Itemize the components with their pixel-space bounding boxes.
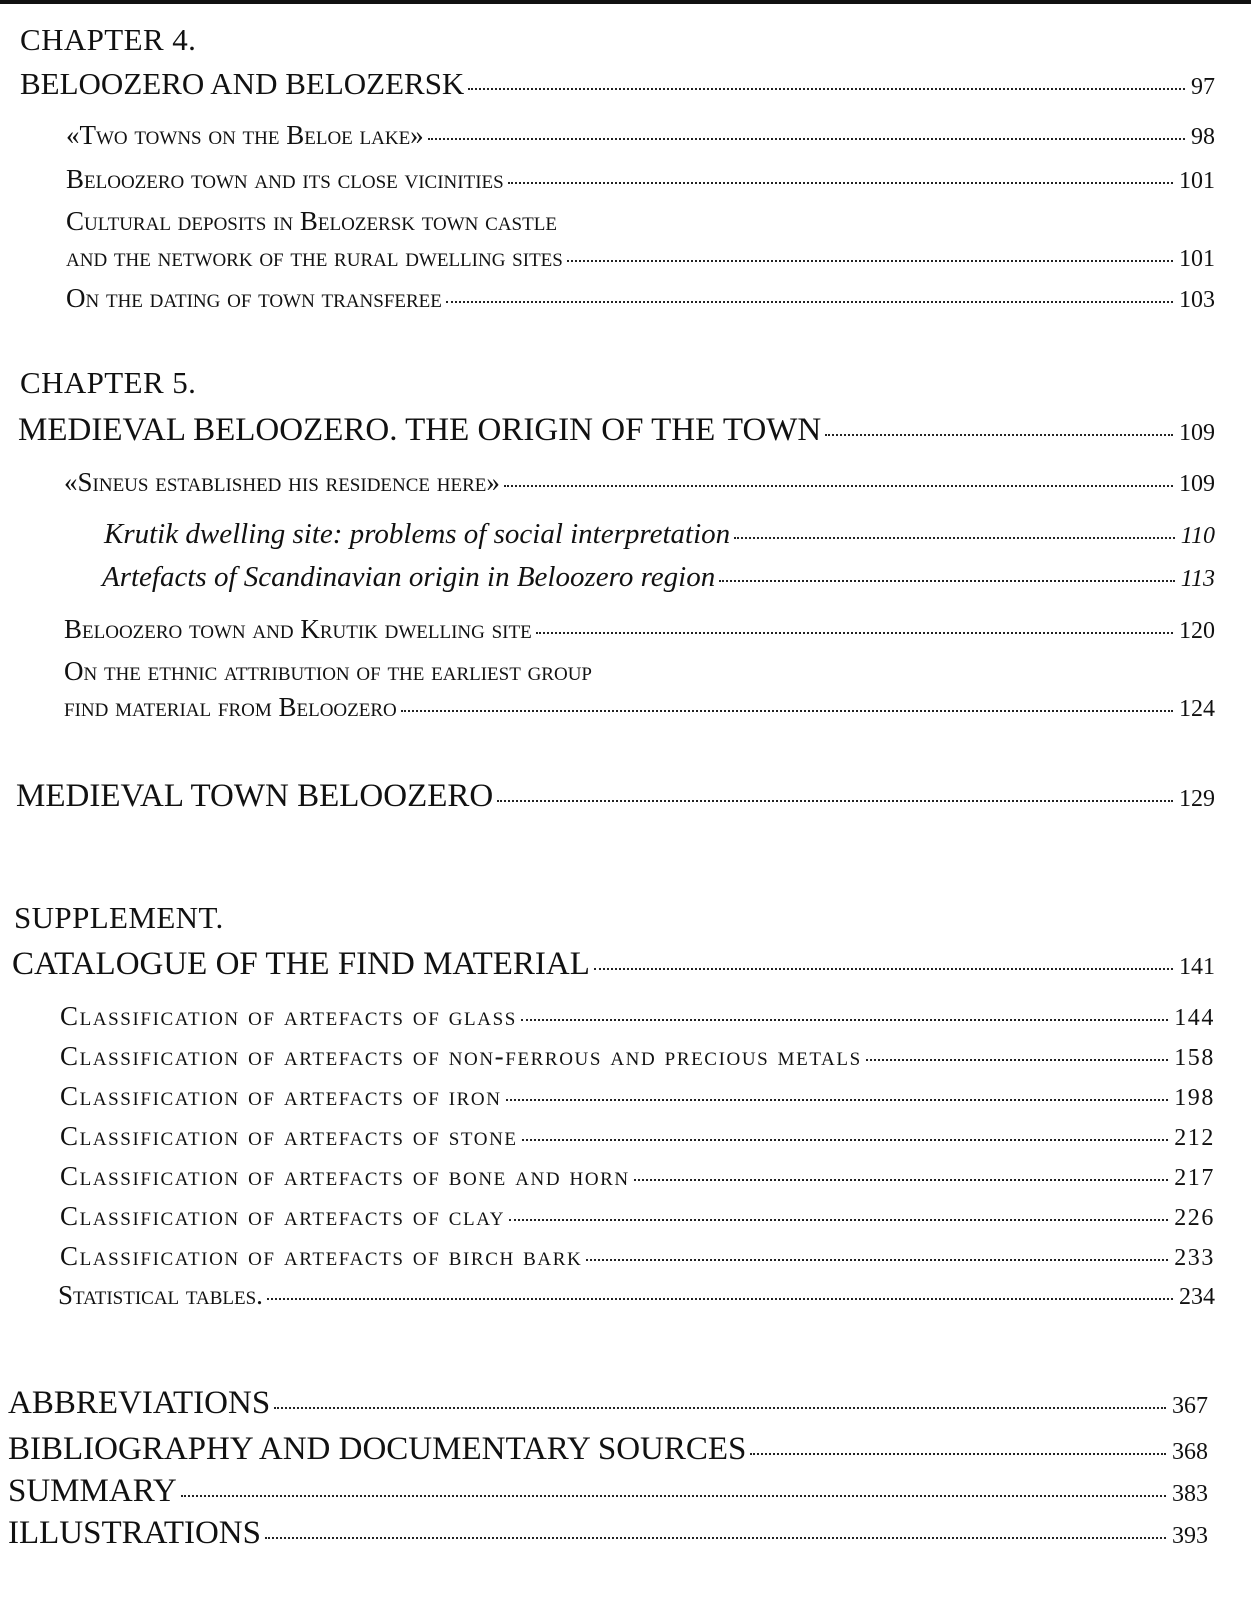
dot-leader xyxy=(504,485,1173,487)
dot-leader xyxy=(586,1259,1168,1261)
chapter4-label: CHAPTER 4. xyxy=(20,22,197,57)
entry-title: Classification of artefacts of glass xyxy=(60,1001,517,1031)
entry-title: On the dating of town transferee xyxy=(66,283,442,313)
toc-entry[interactable] xyxy=(60,1081,1215,1112)
top-rule xyxy=(0,0,1251,4)
dot-leader xyxy=(522,1139,1169,1141)
page-number: 103 xyxy=(1179,287,1215,313)
dot-leader xyxy=(508,182,1173,184)
entry-title: Artefacts of Scandinavian origin in Beloozero region xyxy=(102,561,716,593)
dot-leader xyxy=(594,968,1173,970)
toc-entry[interactable] xyxy=(58,1280,1215,1311)
page-number: 217 xyxy=(1174,1165,1215,1191)
toc-entry[interactable] xyxy=(60,1041,1215,1072)
page-number: 98 xyxy=(1191,124,1215,150)
dot-leader xyxy=(267,1298,1173,1300)
entry-title: «Two towns on the Beloe lake» xyxy=(66,120,424,150)
back-matter-entry[interactable] xyxy=(8,1515,1208,1552)
page-number: 101 xyxy=(1179,246,1215,272)
entry-title-line1: Cultural deposits in Belozersk town castle xyxy=(66,206,557,236)
page-number: 368 xyxy=(1172,1439,1208,1465)
page-number: 109 xyxy=(1179,471,1215,497)
entry-title-line2: find material from Beloozero xyxy=(64,692,397,722)
entry-title: Classification of artefacts of non-ferrous and precious metals xyxy=(60,1041,862,1071)
toc-entry[interactable] xyxy=(102,561,1215,594)
entry-title: Classification of artefacts of stone xyxy=(60,1121,518,1151)
page-number: 120 xyxy=(1179,618,1215,644)
back-matter-title: BIBLIOGRAPHY AND DOCUMENTARY SOURCES xyxy=(8,1431,747,1467)
dot-leader xyxy=(634,1179,1168,1181)
page-number: 97 xyxy=(1191,74,1215,100)
toc-entry[interactable] xyxy=(64,692,1215,723)
entry-title: Classification of artefacts of clay xyxy=(60,1201,506,1231)
toc-entry[interactable] xyxy=(104,518,1215,551)
page-number: 393 xyxy=(1172,1523,1208,1549)
toc-entry[interactable] xyxy=(66,120,1215,151)
entry-title: Classification of artefacts of bone and horn xyxy=(60,1161,630,1191)
back-matter-title: SUMMARY xyxy=(8,1473,177,1509)
back-matter-title: ILLUSTRATIONS xyxy=(8,1515,261,1551)
chapter4-title: BELOOZERO AND BELOZERSK xyxy=(20,66,465,101)
dot-leader xyxy=(750,1453,1166,1455)
entry-title: «Sineus established his residence here» xyxy=(64,467,500,497)
dot-leader xyxy=(181,1495,1166,1497)
toc-entry[interactable] xyxy=(64,614,1215,645)
page-number: 124 xyxy=(1179,696,1215,722)
toc-entry[interactable] xyxy=(66,164,1215,195)
entry-title-line2: and the network of the rural dwelling sites xyxy=(66,242,563,272)
toc-entry[interactable] xyxy=(60,1001,1215,1032)
page-number: 233 xyxy=(1174,1245,1215,1271)
dot-leader xyxy=(567,260,1173,262)
page-number: 101 xyxy=(1179,168,1215,194)
page-number: 110 xyxy=(1180,523,1215,549)
page-number: 212 xyxy=(1174,1125,1215,1151)
chapter5-label: CHAPTER 5. xyxy=(20,365,197,400)
dot-leader xyxy=(506,1099,1169,1101)
dot-leader xyxy=(866,1059,1168,1061)
back-matter-title: ABBREVIATIONS xyxy=(8,1385,271,1421)
supplement-title: CATALOGUE OF THE FIND MATERIAL xyxy=(12,946,590,982)
entry-title: Classification of artefacts of iron xyxy=(60,1081,502,1111)
page-number: 109 xyxy=(1179,420,1215,446)
dot-leader xyxy=(536,632,1173,634)
toc-entry[interactable] xyxy=(60,1201,1215,1232)
back-matter-entry[interactable] xyxy=(8,1431,1208,1468)
dot-leader xyxy=(825,434,1173,436)
page-number: 158 xyxy=(1174,1045,1215,1071)
page-number: 144 xyxy=(1174,1005,1215,1031)
entry-title: Krutik dwelling site: problems of social interpretation xyxy=(104,518,731,550)
supplement-entry[interactable] xyxy=(12,946,1215,983)
dot-leader xyxy=(734,537,1175,539)
page-number: 367 xyxy=(1172,1393,1208,1419)
page-number: 383 xyxy=(1172,1481,1208,1507)
page-number: 234 xyxy=(1179,1284,1215,1310)
chapter5-entry[interactable] xyxy=(18,412,1215,449)
entry-title: Statistical tables. xyxy=(58,1280,263,1310)
medieval-town-title: MEDIEVAL TOWN BELOOZERO xyxy=(16,778,494,814)
chapter5-title: MEDIEVAL BELOOZERO. THE ORIGIN OF THE TOWN xyxy=(18,412,822,448)
dot-leader xyxy=(497,800,1173,802)
toc-entry[interactable] xyxy=(60,1241,1215,1272)
back-matter-entry[interactable] xyxy=(8,1385,1208,1422)
dot-leader xyxy=(719,580,1175,582)
dot-leader xyxy=(446,301,1173,303)
dot-leader xyxy=(265,1537,1166,1539)
entry-title: Classification of artefacts of birch bark xyxy=(60,1241,583,1271)
supplement-label: SUPPLEMENT. xyxy=(14,900,224,935)
dot-leader xyxy=(274,1407,1166,1409)
medieval-town-entry[interactable] xyxy=(16,778,1215,815)
dot-leader xyxy=(509,1219,1168,1221)
back-matter-entry[interactable] xyxy=(8,1473,1208,1510)
dot-leader xyxy=(401,710,1173,712)
entry-title: Beloozero town and its close vicinities xyxy=(66,164,504,194)
entry-title-line1: On the ethnic attribution of the earliest group xyxy=(64,656,592,686)
chapter4-entry[interactable] xyxy=(20,66,1215,102)
page-number: 198 xyxy=(1174,1085,1215,1111)
toc-entry[interactable] xyxy=(64,467,1215,498)
dot-leader xyxy=(428,138,1185,140)
toc-entry[interactable] xyxy=(66,283,1215,314)
page-number: 113 xyxy=(1180,566,1215,592)
page-number: 129 xyxy=(1179,786,1215,812)
toc-entry[interactable] xyxy=(60,1161,1215,1192)
entry-title: Beloozero town and Krutik dwelling site xyxy=(64,614,532,644)
dot-leader xyxy=(468,88,1185,90)
toc-entry[interactable] xyxy=(66,242,1215,273)
page-number: 141 xyxy=(1179,954,1215,980)
dot-leader xyxy=(521,1019,1168,1021)
toc-entry[interactable] xyxy=(60,1121,1215,1152)
page-number: 226 xyxy=(1174,1205,1215,1231)
